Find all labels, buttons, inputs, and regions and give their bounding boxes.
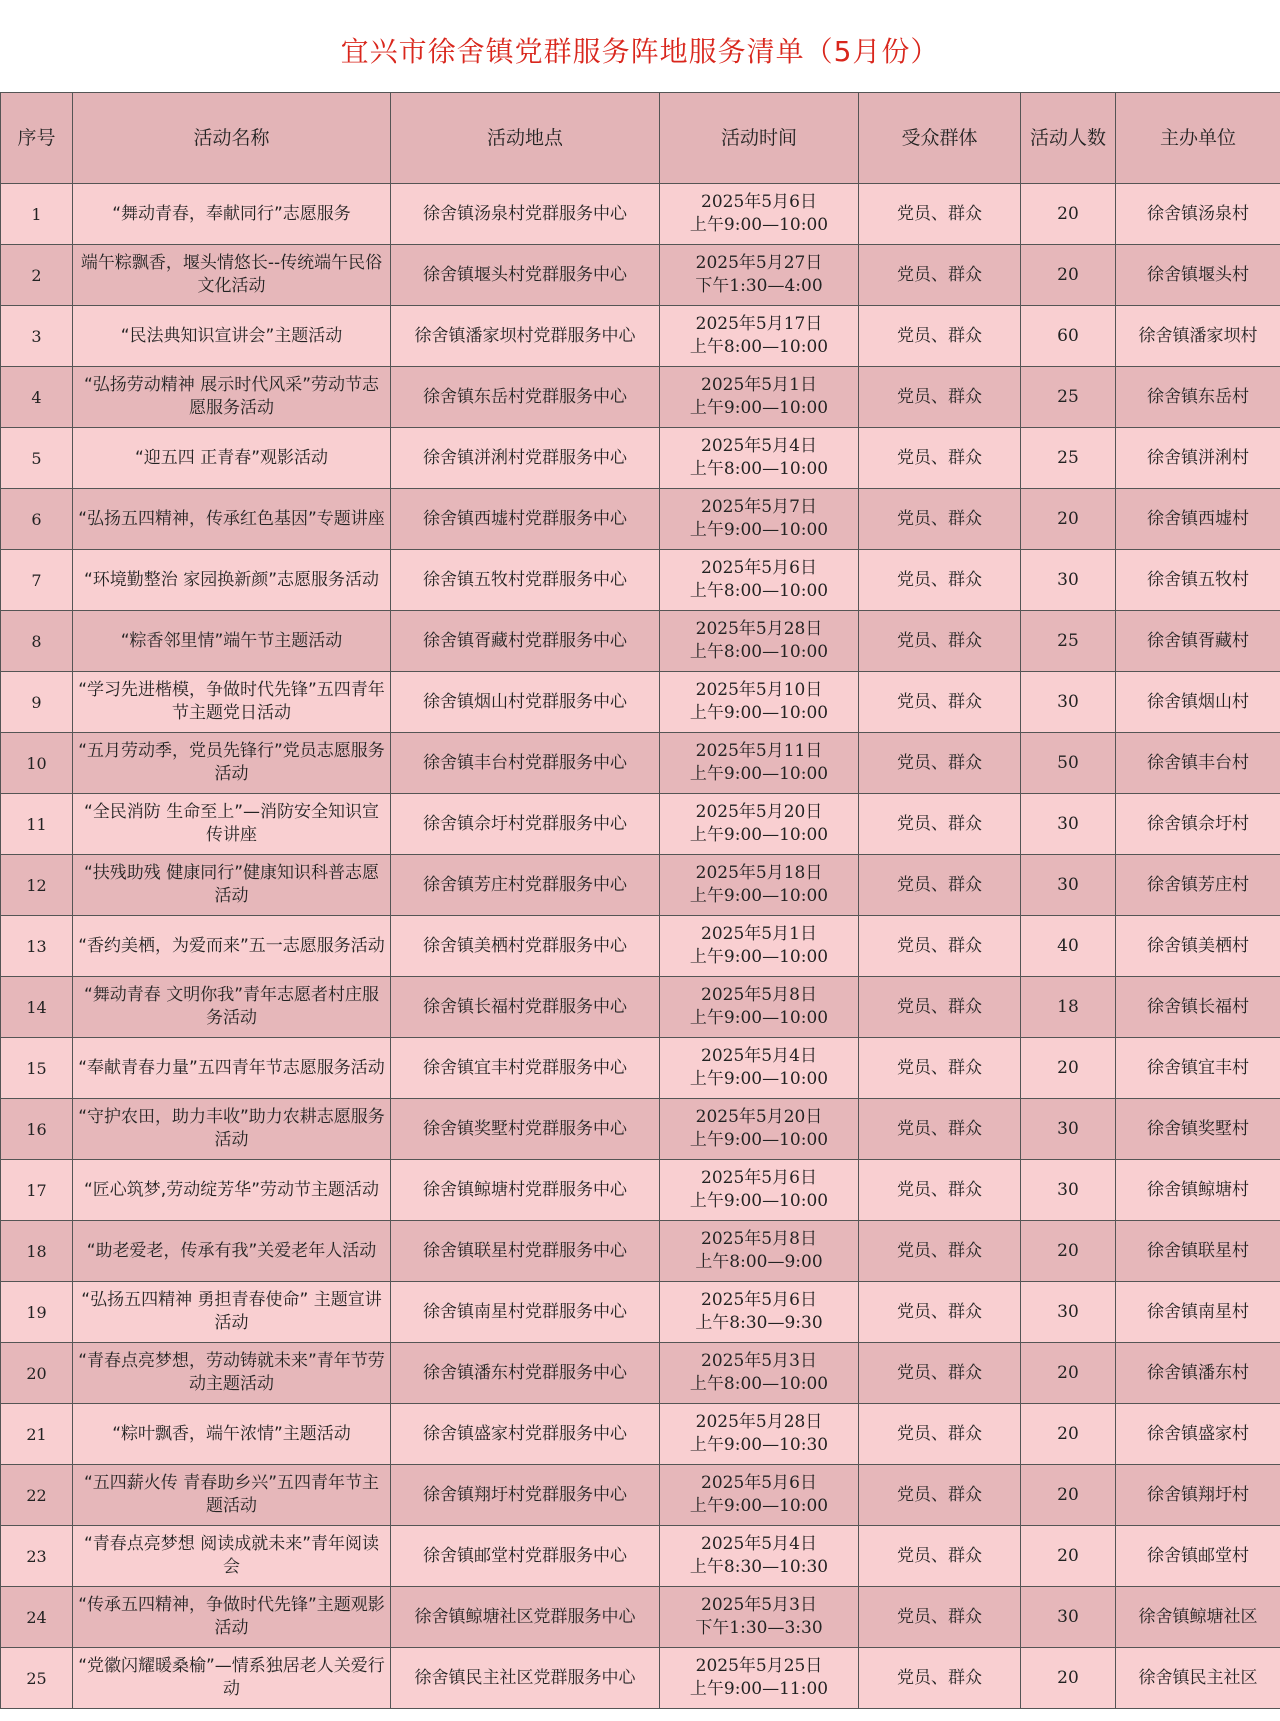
activity-hours: 上午9:00—10:00 bbox=[689, 398, 829, 418]
organizer-unit: 徐舍镇盛家村 bbox=[1116, 1404, 1280, 1465]
activity-location: 徐舍镇盛家村党群服务中心 bbox=[391, 1404, 660, 1465]
row-number: 17 bbox=[1, 1160, 73, 1221]
activity-name: “迎五四 正青春”观影活动 bbox=[73, 428, 391, 489]
activity-time bbox=[660, 672, 859, 733]
activity-hours: 上午9:00—10:00 bbox=[689, 703, 829, 723]
activity-date: 2025年5月8日 bbox=[701, 1229, 817, 1249]
header-audience: 受众群体 bbox=[859, 93, 1021, 184]
participant-count: 30 bbox=[1021, 550, 1116, 611]
organizer-unit: 徐舍镇东岳村 bbox=[1116, 367, 1280, 428]
table-row bbox=[1, 733, 1280, 794]
audience-group: 党员、群众 bbox=[859, 489, 1021, 550]
audience-group: 党员、群众 bbox=[859, 1221, 1021, 1282]
activity-date: 2025年5月8日 bbox=[701, 985, 817, 1005]
participant-count: 20 bbox=[1021, 184, 1116, 245]
organizer-unit: 徐舍镇美栖村 bbox=[1116, 916, 1280, 977]
audience-group: 党员、群众 bbox=[859, 916, 1021, 977]
activity-date: 2025年5月3日 bbox=[701, 1595, 817, 1615]
header-organizer: 主办单位 bbox=[1116, 93, 1280, 184]
activity-hours: 上午9:00—10:00 bbox=[689, 520, 829, 540]
table-row bbox=[1, 1343, 1280, 1404]
activity-location: 徐舍镇鲸塘村党群服务中心 bbox=[391, 1160, 660, 1221]
table-row bbox=[1, 916, 1280, 977]
activity-name: “党徽闪耀暖桑榆”—情系独居老人关爱行动 bbox=[73, 1648, 391, 1709]
organizer-unit: 徐舍镇鲸塘村 bbox=[1116, 1160, 1280, 1221]
row-number: 16 bbox=[1, 1099, 73, 1160]
activity-hours: 上午9:00—10:00 bbox=[689, 764, 829, 784]
participant-count: 60 bbox=[1021, 306, 1116, 367]
activity-time bbox=[660, 428, 859, 489]
activity-hours: 上午8:00—10:00 bbox=[689, 642, 829, 662]
audience-group: 党员、群众 bbox=[859, 184, 1021, 245]
activity-location: 徐舍镇东岳村党群服务中心 bbox=[391, 367, 660, 428]
table-row bbox=[1, 611, 1280, 672]
organizer-unit: 徐舍镇邮堂村 bbox=[1116, 1526, 1280, 1587]
organizer-unit: 徐舍镇翔圩村 bbox=[1116, 1465, 1280, 1526]
activity-hours: 上午9:00—10:00 bbox=[689, 1008, 829, 1028]
organizer-unit: 徐舍镇潘东村 bbox=[1116, 1343, 1280, 1404]
participant-count: 30 bbox=[1021, 1282, 1116, 1343]
participant-count: 20 bbox=[1021, 1648, 1116, 1709]
table-row bbox=[1, 1648, 1280, 1709]
table-row bbox=[1, 428, 1280, 489]
activity-location: 徐舍镇翔圩村党群服务中心 bbox=[391, 1465, 660, 1526]
header-time: 活动时间 bbox=[660, 93, 859, 184]
activity-name: “五月劳动季，党员先锋行”党员志愿服务活动 bbox=[73, 733, 391, 794]
activity-hours: 上午8:00—9:00 bbox=[695, 1252, 823, 1272]
activity-name: “五四薪火传 青春助乡兴”五四青年节主题活动 bbox=[73, 1465, 391, 1526]
header-activity-name: 活动名称 bbox=[73, 93, 391, 184]
participant-count: 25 bbox=[1021, 367, 1116, 428]
organizer-unit: 徐舍镇西墟村 bbox=[1116, 489, 1280, 550]
activity-hours: 上午9:00—10:30 bbox=[689, 1435, 829, 1455]
activity-hours: 上午9:00—10:00 bbox=[689, 1130, 829, 1150]
organizer-unit: 徐舍镇鲸塘社区 bbox=[1116, 1587, 1280, 1648]
activity-date: 2025年5月1日 bbox=[701, 924, 817, 944]
row-number: 6 bbox=[1, 489, 73, 550]
activity-location: 徐舍镇五牧村党群服务中心 bbox=[391, 550, 660, 611]
activity-hours: 上午8:30—9:30 bbox=[695, 1313, 823, 1333]
audience-group: 党员、群众 bbox=[859, 1465, 1021, 1526]
activity-location: 徐舍镇烟山村党群服务中心 bbox=[391, 672, 660, 733]
activity-date: 2025年5月20日 bbox=[695, 1107, 823, 1127]
activity-name: “粽叶飘香，端午浓情”主题活动 bbox=[73, 1404, 391, 1465]
activity-name: “弘扬五四精神，传承红色基因”专题讲座 bbox=[73, 489, 391, 550]
row-number: 14 bbox=[1, 977, 73, 1038]
row-number: 21 bbox=[1, 1404, 73, 1465]
activity-date: 2025年5月4日 bbox=[701, 436, 817, 456]
activity-location: 徐舍镇潘东村党群服务中心 bbox=[391, 1343, 660, 1404]
audience-group: 党员、群众 bbox=[859, 1648, 1021, 1709]
organizer-unit: 徐舍镇丰台村 bbox=[1116, 733, 1280, 794]
activity-name: “全民消防 生命至上”—消防安全知识宣传讲座 bbox=[73, 794, 391, 855]
participant-count: 30 bbox=[1021, 1160, 1116, 1221]
participant-count: 20 bbox=[1021, 1343, 1116, 1404]
activity-name: “香约美栖，为爱而来”五一志愿服务活动 bbox=[73, 916, 391, 977]
audience-group: 党员、群众 bbox=[859, 550, 1021, 611]
table-row bbox=[1, 184, 1280, 245]
activity-date: 2025年5月6日 bbox=[701, 558, 817, 578]
row-number: 2 bbox=[1, 245, 73, 306]
activity-location: 徐舍镇南星村党群服务中心 bbox=[391, 1282, 660, 1343]
audience-group: 党员、群众 bbox=[859, 1526, 1021, 1587]
row-number: 8 bbox=[1, 611, 73, 672]
table-header-row bbox=[1, 93, 1280, 184]
row-number: 18 bbox=[1, 1221, 73, 1282]
audience-group: 党员、群众 bbox=[859, 1038, 1021, 1099]
activity-name: “环境勤整治 家园换新颜”志愿服务活动 bbox=[73, 550, 391, 611]
participant-count: 20 bbox=[1021, 1465, 1116, 1526]
participant-count: 20 bbox=[1021, 489, 1116, 550]
activity-time bbox=[660, 489, 859, 550]
activity-hours: 上午8:00—10:00 bbox=[689, 581, 829, 601]
activity-location: 徐舍镇西墟村党群服务中心 bbox=[391, 489, 660, 550]
activity-time bbox=[660, 1160, 859, 1221]
audience-group: 党员、群众 bbox=[859, 977, 1021, 1038]
row-number: 1 bbox=[1, 184, 73, 245]
activity-date: 2025年5月10日 bbox=[695, 680, 823, 700]
activity-time bbox=[660, 977, 859, 1038]
activity-time bbox=[660, 367, 859, 428]
participant-count: 25 bbox=[1021, 611, 1116, 672]
page-title: 宜兴市徐舍镇党群服务阵地服务清单（5月份） bbox=[340, 35, 940, 68]
activity-date: 2025年5月4日 bbox=[701, 1534, 817, 1554]
activity-name: “传承五四精神，争做时代先锋”主题观影活动 bbox=[73, 1587, 391, 1648]
table-row bbox=[1, 306, 1280, 367]
table-row bbox=[1, 550, 1280, 611]
activity-date: 2025年5月4日 bbox=[701, 1046, 817, 1066]
organizer-unit: 徐舍镇潘家坝村 bbox=[1116, 306, 1280, 367]
activity-hours: 上午9:00—10:00 bbox=[689, 825, 829, 845]
participant-count: 30 bbox=[1021, 855, 1116, 916]
audience-group: 党员、群众 bbox=[859, 1282, 1021, 1343]
table-row bbox=[1, 794, 1280, 855]
activity-name: “青春点亮梦想，劳动铸就未来”青年节劳动主题活动 bbox=[73, 1343, 391, 1404]
organizer-unit: 徐舍镇奖墅村 bbox=[1116, 1099, 1280, 1160]
row-number: 4 bbox=[1, 367, 73, 428]
activity-date: 2025年5月20日 bbox=[695, 802, 823, 822]
table-row bbox=[1, 855, 1280, 916]
activity-name: “弘扬劳动精神 展示时代风采”劳动节志愿服务活动 bbox=[73, 367, 391, 428]
activity-name: “奉献青春力量”五四青年节志愿服务活动 bbox=[73, 1038, 391, 1099]
activity-time bbox=[660, 245, 859, 306]
audience-group: 党员、群众 bbox=[859, 1404, 1021, 1465]
activity-hours: 上午8:00—10:00 bbox=[689, 1374, 829, 1394]
table-row bbox=[1, 1526, 1280, 1587]
row-number: 11 bbox=[1, 794, 73, 855]
activity-hours: 上午9:00—10:00 bbox=[689, 1191, 829, 1211]
activity-date: 2025年5月6日 bbox=[701, 1290, 817, 1310]
activity-location: 徐舍镇民主社区党群服务中心 bbox=[391, 1648, 660, 1709]
organizer-unit: 徐舍镇汤泉村 bbox=[1116, 184, 1280, 245]
participant-count: 30 bbox=[1021, 1099, 1116, 1160]
organizer-unit: 徐舍镇长福村 bbox=[1116, 977, 1280, 1038]
row-number: 7 bbox=[1, 550, 73, 611]
activity-location: 徐舍镇联星村党群服务中心 bbox=[391, 1221, 660, 1282]
activity-time bbox=[660, 184, 859, 245]
participant-count: 50 bbox=[1021, 733, 1116, 794]
activity-location: 徐舍镇宜丰村党群服务中心 bbox=[391, 1038, 660, 1099]
activity-time bbox=[660, 1282, 859, 1343]
organizer-unit: 徐舍镇胥藏村 bbox=[1116, 611, 1280, 672]
audience-group: 党员、群众 bbox=[859, 428, 1021, 489]
organizer-unit: 徐舍镇佘圩村 bbox=[1116, 794, 1280, 855]
activity-time bbox=[660, 1648, 859, 1709]
row-number: 24 bbox=[1, 1587, 73, 1648]
activity-time bbox=[660, 794, 859, 855]
activity-name: “粽香邻里情”端午节主题活动 bbox=[73, 611, 391, 672]
organizer-unit: 徐舍镇烟山村 bbox=[1116, 672, 1280, 733]
activity-time bbox=[660, 1099, 859, 1160]
activity-hours: 下午1:30—4:00 bbox=[695, 276, 823, 296]
activity-time bbox=[660, 1038, 859, 1099]
activity-hours: 上午8:00—10:00 bbox=[689, 459, 829, 479]
table-row bbox=[1, 672, 1280, 733]
activity-location: 徐舍镇邮堂村党群服务中心 bbox=[391, 1526, 660, 1587]
row-number: 9 bbox=[1, 672, 73, 733]
table-row bbox=[1, 1404, 1280, 1465]
activity-date: 2025年5月6日 bbox=[701, 192, 817, 212]
activity-name: “匠心筑梦,劳动绽芳华”劳动节主题活动 bbox=[73, 1160, 391, 1221]
activity-hours: 上午9:00—10:00 bbox=[689, 1069, 829, 1089]
participant-count: 40 bbox=[1021, 916, 1116, 977]
activity-hours: 下午1:30—3:30 bbox=[695, 1618, 823, 1638]
row-number: 12 bbox=[1, 855, 73, 916]
participant-count: 20 bbox=[1021, 1221, 1116, 1282]
activity-date: 2025年5月27日 bbox=[695, 253, 823, 273]
row-number: 15 bbox=[1, 1038, 73, 1099]
table-row bbox=[1, 489, 1280, 550]
activity-name: “民法典知识宣讲会”主题活动 bbox=[73, 306, 391, 367]
table-row bbox=[1, 1221, 1280, 1282]
audience-group: 党员、群众 bbox=[859, 855, 1021, 916]
audience-group: 党员、群众 bbox=[859, 367, 1021, 428]
table-row bbox=[1, 1099, 1280, 1160]
participant-count: 20 bbox=[1021, 1038, 1116, 1099]
activity-hours: 上午9:00—10:00 bbox=[689, 1496, 829, 1516]
activity-hours: 上午9:00—10:00 bbox=[689, 215, 829, 235]
row-number: 19 bbox=[1, 1282, 73, 1343]
audience-group: 党员、群众 bbox=[859, 1587, 1021, 1648]
table-row bbox=[1, 367, 1280, 428]
activity-name: “青春点亮梦想 阅读成就未来”青年阅读会 bbox=[73, 1526, 391, 1587]
activity-location: 徐舍镇潘家坝村党群服务中心 bbox=[391, 306, 660, 367]
activity-location: 徐舍镇长福村党群服务中心 bbox=[391, 977, 660, 1038]
audience-group: 党员、群众 bbox=[859, 245, 1021, 306]
activity-date: 2025年5月7日 bbox=[701, 497, 817, 517]
participant-count: 30 bbox=[1021, 794, 1116, 855]
activity-time bbox=[660, 550, 859, 611]
activity-hours: 上午8:30—10:30 bbox=[689, 1557, 829, 1577]
row-number: 20 bbox=[1, 1343, 73, 1404]
table-row bbox=[1, 1282, 1280, 1343]
activity-name: “守护农田，助力丰收”助力农耕志愿服务活动 bbox=[73, 1099, 391, 1160]
activity-location: 徐舍镇鲸塘社区党群服务中心 bbox=[391, 1587, 660, 1648]
organizer-unit: 徐舍镇五牧村 bbox=[1116, 550, 1280, 611]
header-location: 活动地点 bbox=[391, 93, 660, 184]
table-row bbox=[1, 1160, 1280, 1221]
activity-time bbox=[660, 916, 859, 977]
audience-group: 党员、群众 bbox=[859, 306, 1021, 367]
activity-date: 2025年5月28日 bbox=[695, 619, 823, 639]
activity-location: 徐舍镇汤泉村党群服务中心 bbox=[391, 184, 660, 245]
table-row bbox=[1, 1465, 1280, 1526]
row-number: 13 bbox=[1, 916, 73, 977]
activity-name: 端午粽飘香，堰头情悠长--传统端午民俗文化活动 bbox=[73, 245, 391, 306]
activity-date: 2025年5月18日 bbox=[695, 863, 823, 883]
participant-count: 20 bbox=[1021, 1404, 1116, 1465]
participant-count: 25 bbox=[1021, 428, 1116, 489]
row-number: 22 bbox=[1, 1465, 73, 1526]
organizer-unit: 徐舍镇堰头村 bbox=[1116, 245, 1280, 306]
activity-location: 徐舍镇洴浰村党群服务中心 bbox=[391, 428, 660, 489]
activity-location: 徐舍镇芳庄村党群服务中心 bbox=[391, 855, 660, 916]
activity-date: 2025年5月28日 bbox=[695, 1412, 823, 1432]
service-list-table bbox=[0, 92, 1280, 1709]
activity-location: 徐舍镇佘圩村党群服务中心 bbox=[391, 794, 660, 855]
participant-count: 20 bbox=[1021, 1526, 1116, 1587]
activity-location: 徐舍镇美栖村党群服务中心 bbox=[391, 916, 660, 977]
table-row bbox=[1, 245, 1280, 306]
organizer-unit: 徐舍镇联星村 bbox=[1116, 1221, 1280, 1282]
header-no: 序号 bbox=[1, 93, 73, 184]
activity-name: “舞动青春，奉献同行”志愿服务 bbox=[73, 184, 391, 245]
audience-group: 党员、群众 bbox=[859, 794, 1021, 855]
activity-time bbox=[660, 1465, 859, 1526]
organizer-unit: 徐舍镇宜丰村 bbox=[1116, 1038, 1280, 1099]
participant-count: 20 bbox=[1021, 245, 1116, 306]
audience-group: 党员、群众 bbox=[859, 672, 1021, 733]
participant-count: 30 bbox=[1021, 1587, 1116, 1648]
header-count: 活动人数 bbox=[1021, 93, 1116, 184]
activity-date: 2025年5月6日 bbox=[701, 1168, 817, 1188]
activity-location: 徐舍镇胥藏村党群服务中心 bbox=[391, 611, 660, 672]
activity-name: “助老爱老，传承有我”关爱老年人活动 bbox=[73, 1221, 391, 1282]
audience-group: 党员、群众 bbox=[859, 1160, 1021, 1221]
audience-group: 党员、群众 bbox=[859, 1343, 1021, 1404]
table-row bbox=[1, 1587, 1280, 1648]
activity-date: 2025年5月3日 bbox=[701, 1351, 817, 1371]
organizer-unit: 徐舍镇南星村 bbox=[1116, 1282, 1280, 1343]
activity-name: “扶残助残 健康同行”健康知识科普志愿活动 bbox=[73, 855, 391, 916]
audience-group: 党员、群众 bbox=[859, 733, 1021, 794]
table-row bbox=[1, 977, 1280, 1038]
activity-time bbox=[660, 1526, 859, 1587]
activity-date: 2025年5月11日 bbox=[695, 741, 823, 761]
activity-name: “学习先进楷模，争做时代先锋”五四青年节主题党日活动 bbox=[73, 672, 391, 733]
activity-time bbox=[660, 855, 859, 916]
activity-date: 2025年5月25日 bbox=[695, 1656, 823, 1676]
activity-location: 徐舍镇奖墅村党群服务中心 bbox=[391, 1099, 660, 1160]
row-number: 3 bbox=[1, 306, 73, 367]
organizer-unit: 徐舍镇芳庄村 bbox=[1116, 855, 1280, 916]
audience-group: 党员、群众 bbox=[859, 611, 1021, 672]
activity-time bbox=[660, 611, 859, 672]
organizer-unit: 徐舍镇洴浰村 bbox=[1116, 428, 1280, 489]
activity-time bbox=[660, 733, 859, 794]
activity-hours: 上午9:00—10:00 bbox=[689, 886, 829, 906]
participant-count: 18 bbox=[1021, 977, 1116, 1038]
activity-time bbox=[660, 1343, 859, 1404]
audience-group: 党员、群众 bbox=[859, 1099, 1021, 1160]
activity-name: “弘扬五四精神 勇担青春使命” 主题宣讲活动 bbox=[73, 1282, 391, 1343]
table-row bbox=[1, 1038, 1280, 1099]
activity-hours: 上午9:00—10:00 bbox=[689, 947, 829, 967]
activity-time bbox=[660, 1404, 859, 1465]
row-number: 10 bbox=[1, 733, 73, 794]
activity-hours: 上午8:00—10:00 bbox=[689, 337, 829, 357]
activity-time bbox=[660, 1587, 859, 1648]
activity-date: 2025年5月1日 bbox=[701, 375, 817, 395]
activity-time bbox=[660, 306, 859, 367]
row-number: 5 bbox=[1, 428, 73, 489]
activity-name: “舞动青春 文明你我”青年志愿者村庄服务活动 bbox=[73, 977, 391, 1038]
activity-location: 徐舍镇堰头村党群服务中心 bbox=[391, 245, 660, 306]
activity-hours: 上午9:00—11:00 bbox=[689, 1679, 829, 1699]
row-number: 25 bbox=[1, 1648, 73, 1709]
row-number: 23 bbox=[1, 1526, 73, 1587]
activity-location: 徐舍镇丰台村党群服务中心 bbox=[391, 733, 660, 794]
activity-date: 2025年5月17日 bbox=[695, 314, 823, 334]
activity-date: 2025年5月6日 bbox=[701, 1473, 817, 1493]
organizer-unit: 徐舍镇民主社区 bbox=[1116, 1648, 1280, 1709]
activity-time bbox=[660, 1221, 859, 1282]
participant-count: 30 bbox=[1021, 672, 1116, 733]
